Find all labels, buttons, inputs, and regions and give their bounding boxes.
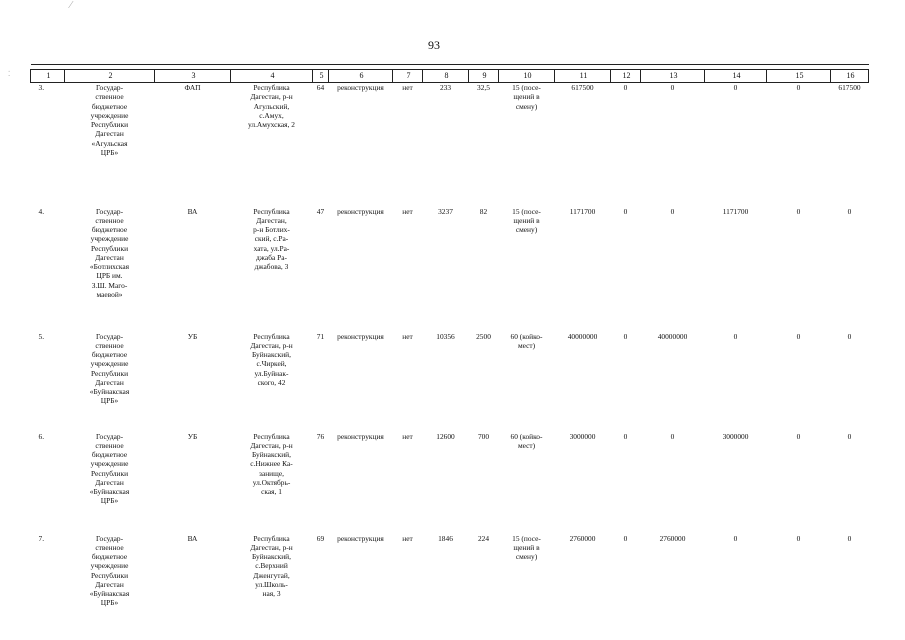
col-header-7: 7 (393, 70, 423, 83)
col-header-10: 10 (499, 70, 555, 83)
table-row (31, 320, 869, 421)
col-14-value: 0 (733, 533, 738, 543)
col-13-value: 0 (670, 431, 675, 441)
col-11-value: 40000000 (567, 331, 598, 341)
col-16-value: 0 (847, 533, 852, 543)
col-16-value: 0 (847, 206, 852, 216)
col-12-value: 0 (611, 83, 641, 196)
col-header-6: 6 (329, 70, 393, 83)
col-15-value: 0 (796, 206, 801, 216)
col-9-value: 224 (477, 533, 490, 543)
col-14-value: 0 (733, 331, 738, 341)
col-5-value: 64 (313, 83, 329, 196)
col-8-value: 3237 (438, 206, 453, 216)
col-header-15: 15 (767, 70, 831, 83)
table-row (31, 421, 869, 524)
col-15-value: 0 (796, 533, 801, 543)
col-9-value: 2500 (476, 331, 491, 341)
col-9-value: 32,5 (469, 83, 499, 196)
col-header-11: 11 (555, 70, 611, 83)
col-5-value: 76 (316, 431, 325, 441)
work-type: реконструкция (337, 206, 384, 216)
col-header-4: 4 (231, 70, 313, 83)
institution-name: Государ- ственное бюджетное учреждение Республики Дагестан «Агульская ЦРБ» (65, 83, 155, 196)
scan-artifact-dots: ⁚ (8, 70, 11, 78)
data-table (30, 64, 869, 628)
col-header-3: 3 (155, 70, 231, 83)
col-header-9: 9 (469, 70, 499, 83)
table-body (31, 83, 869, 628)
row-number: 3. (31, 83, 65, 196)
col-header-5: 5 (313, 70, 329, 83)
row-number: 5. (38, 331, 45, 341)
col-8-value: 1846 (438, 533, 453, 543)
col-14-value: 3000000 (722, 431, 749, 441)
page-number: 93 (428, 38, 440, 52)
col-header-8: 8 (423, 70, 469, 83)
capacity: 15 (посе- щений в смену) (499, 83, 555, 196)
facility-address: Республика Дагестан, р-н Буйнакский, с.Нижнее Ка- занище, ул.Октябрь- ская, 1 (250, 431, 293, 496)
col-7-value: нет (402, 533, 413, 543)
facility-type: УБ (187, 431, 198, 441)
col-12-value: 0 (623, 533, 628, 543)
col-8-value: 10356 (436, 331, 455, 341)
facility-address: Республика Дагестан, р-н Агульский, с.Амух, ул.Амухская, 2 (231, 83, 313, 196)
col-15-value: 0 (796, 331, 801, 341)
scan-artifact-mark: ⁄ (70, 0, 72, 11)
table-row (31, 524, 869, 628)
row-number: 7. (38, 533, 45, 543)
institution-name: Государ- ственное бюджетное учреждение Республики Дагестан «Буйнакская ЦРБ» (89, 431, 130, 506)
col-5-value: 47 (316, 206, 325, 216)
work-type: реконструкция (337, 331, 384, 341)
col-5-value: 71 (316, 331, 325, 341)
header-row (31, 70, 869, 83)
col-header-13: 13 (641, 70, 705, 83)
facility-type: ВА (187, 533, 198, 543)
capacity: 60 (койко- мест) (510, 431, 543, 450)
col-12-value: 0 (623, 431, 628, 441)
col-15-value: 0 (796, 431, 801, 441)
col-14-value: 0 (705, 83, 767, 196)
institution-name: Государ- ственное бюджетное учреждение Республики Дагестан «Ботлихская ЦРБ им. З.Ш. Маго- маевой» (89, 206, 130, 299)
col-8-value: 233 (423, 83, 469, 196)
col-13-value: 0 (641, 83, 705, 196)
work-type: реконструкция (337, 533, 384, 543)
col-header-2: 2 (65, 70, 155, 83)
col-13-value: 0 (670, 206, 675, 216)
row-number: 4. (38, 206, 45, 216)
col-9-value: 700 (477, 431, 490, 441)
col-header-12: 12 (611, 70, 641, 83)
work-type: реконструкция (337, 431, 384, 441)
col-13-value: 40000000 (657, 331, 688, 341)
col-header-1: 1 (31, 70, 65, 83)
facility-address: Республика Дагестан, р-н Буйнакский, с.Чиркей, ул.Буйнак- ского, 42 (250, 331, 293, 387)
row-number: 6. (38, 431, 45, 441)
col-14-value: 1171700 (722, 206, 749, 216)
capacity: 15 (посе- щений в смену) (512, 533, 541, 561)
col-header-16: 16 (831, 70, 869, 83)
work-type: реконструкция (329, 83, 393, 196)
facility-type: УБ (187, 331, 198, 341)
col-11-value: 3000000 (569, 431, 596, 441)
col-12-value: 0 (623, 206, 628, 216)
col-12-value: 0 (623, 331, 628, 341)
institution-name: Государ- ственное бюджетное учреждение Республики Дагестан «Буйнакская ЦРБ» (89, 533, 130, 608)
col-11-value: 2760000 (569, 533, 596, 543)
col-9-value: 82 (479, 206, 488, 216)
col-11-value: 1171700 (569, 206, 596, 216)
table-row (31, 196, 869, 320)
capacity: 15 (посе- щений в смену) (512, 206, 541, 234)
col-7-value: нет (402, 431, 413, 441)
col-15-value: 0 (767, 83, 831, 196)
col-13-value: 2760000 (659, 533, 686, 543)
capacity: 60 (койко- мест) (510, 331, 543, 350)
col-7-value: нет (402, 331, 413, 341)
col-16-value: 0 (847, 431, 852, 441)
col-7-value: нет (393, 83, 423, 196)
col-16-value: 0 (847, 331, 852, 341)
col-header-14: 14 (705, 70, 767, 83)
col-11-value: 617500 (555, 83, 611, 196)
col-5-value: 69 (316, 533, 325, 543)
col-8-value: 12600 (436, 431, 455, 441)
table-row (31, 83, 869, 196)
facility-type: ВА (187, 206, 198, 216)
facility-address: Республика Дагестан, р-н Буйнакский, с.Верхний Дженгутай, ул.Школь- ная, 3 (250, 533, 293, 598)
facility-type: ФАП (155, 83, 231, 196)
institution-name: Государ- ственное бюджетное учреждение Республики Дагестан «Буйнакская ЦРБ» (89, 331, 130, 406)
col-16-value: 617500 (831, 83, 869, 196)
col-7-value: нет (402, 206, 413, 216)
facility-address: Республика Дагестан, р-н Ботлих- ский, с.Ра- хата, ул.Ра- джаба Ра- джабова, 3 (253, 206, 290, 271)
